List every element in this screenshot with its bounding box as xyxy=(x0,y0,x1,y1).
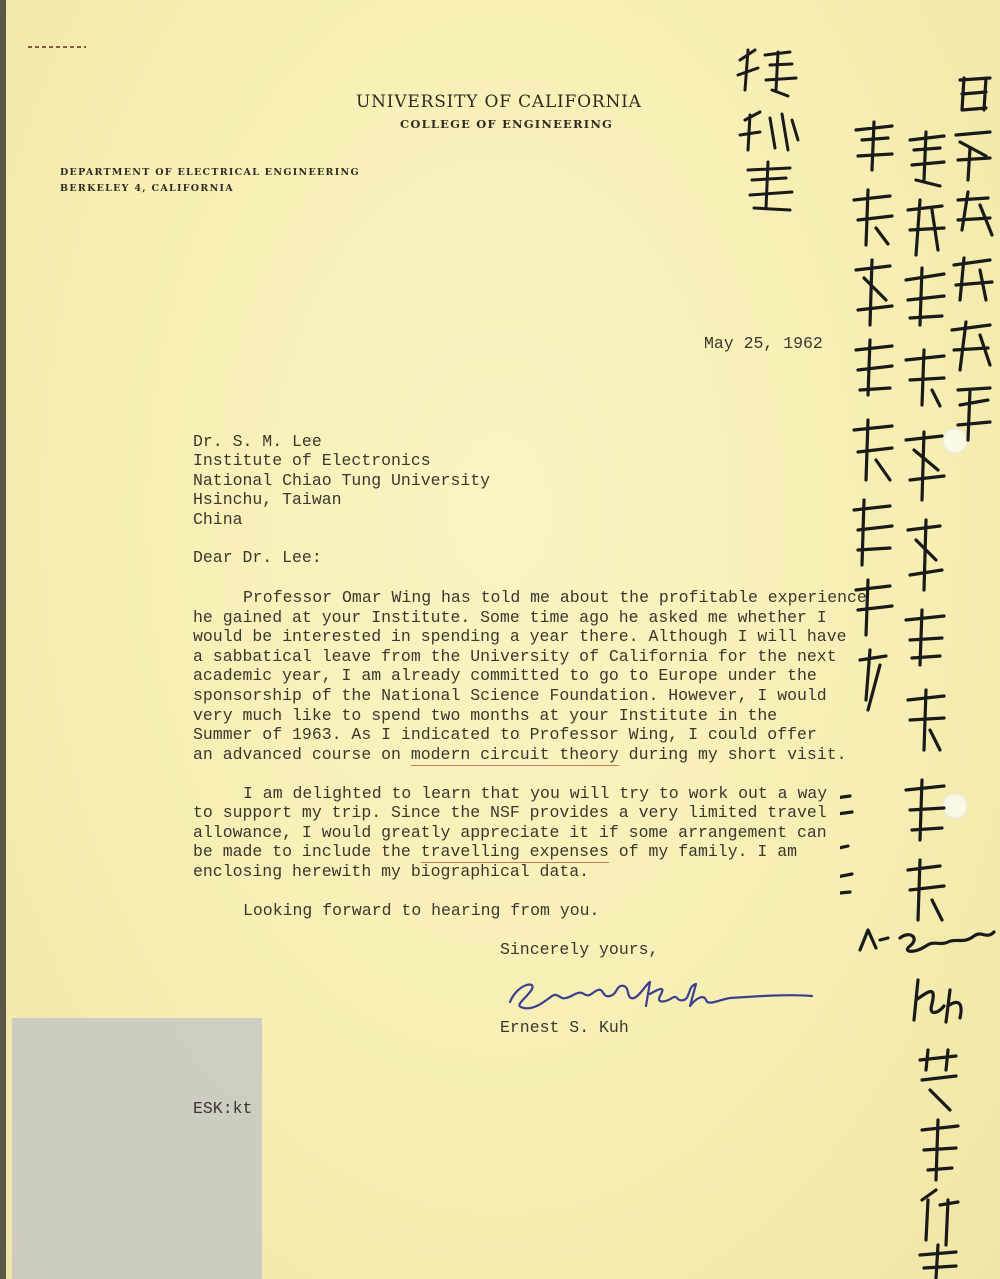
paragraph2-line xyxy=(193,842,797,861)
underlined-phrase: travelling expenses xyxy=(420,842,609,861)
paragraph1-line: academic year, I am already committed to go to Europe under the xyxy=(193,666,817,685)
paragraph2-line: enclosing herewith my biographical data. xyxy=(193,862,590,881)
salutation: Dear Dr. Lee: xyxy=(193,548,322,567)
paragraph2-text: be made to include the xyxy=(193,842,421,861)
recipient-institute: Institute of Electronics xyxy=(193,451,431,470)
paragraph1-line: a sabbatical leave from the University of California for the next xyxy=(193,647,837,666)
recipient-university: National Chiao Tung University xyxy=(193,471,491,490)
paragraph1-line: Summer of 1963. As I indicated to Professor Wing, I could offer xyxy=(193,725,817,744)
letterhead-department: DEPARTMENT OF ELECTRICAL ENGINEERING xyxy=(60,167,360,178)
annotation-text xyxy=(0,0,1,1)
recipient-country: China xyxy=(193,510,243,529)
reference-initials: ESK:kt xyxy=(193,1099,253,1118)
paragraph1-line: he gained at your Institute. Some time ago he asked me whether I xyxy=(193,608,827,627)
letterhead-college: COLLEGE OF ENGINEERING xyxy=(400,117,614,131)
paragraph1-line: would be interested in spending a year there. Although I will have xyxy=(193,627,847,646)
paragraph2-line: allowance, I would greatly appreciate it if some arrangement can xyxy=(193,823,827,842)
paragraph1-line: very much like to spend two months at your Institute in the xyxy=(193,706,778,725)
scan-gray-patch xyxy=(12,1018,262,1279)
paragraph1-line: sponsorship of the National Science Foundation. However, I would xyxy=(193,686,827,705)
recipient-name: Dr. S. M. Lee xyxy=(193,432,322,451)
handwritten-signature xyxy=(500,962,820,1018)
letter-date: May 25, 1962 xyxy=(704,334,823,353)
signer-name: Ernest S. Kuh xyxy=(500,1018,629,1037)
complimentary-close: Sincerely yours, xyxy=(500,940,659,959)
paragraph2-line: I am delighted to learn that you will try to work out a way xyxy=(243,784,828,803)
paragraph2-text: of my family. I am xyxy=(608,842,798,861)
handwritten-annotation-columns xyxy=(840,60,1000,1279)
paragraph2-line: to support my trip. Since the NSF provides a very limited travel xyxy=(193,803,827,822)
paragraph1-text: an advanced course on xyxy=(193,745,411,764)
paragraph1-last-line xyxy=(193,745,847,764)
handwritten-annotation-top xyxy=(730,40,810,220)
letterhead-address: BERKELEY 4, CALIFORNIA xyxy=(60,183,234,194)
letterhead-university: UNIVERSITY OF CALIFORNIA xyxy=(356,92,642,112)
paragraph1-line: Professor Omar Wing has told me about the profitable experience xyxy=(243,588,867,607)
underlined-phrase: modern circuit theory xyxy=(410,745,619,764)
page-edge xyxy=(0,0,6,1279)
closing-line: Looking forward to hearing from you. xyxy=(243,901,600,920)
corner-smudge-mark xyxy=(28,44,86,50)
paragraph1-text: during my short visit. xyxy=(618,745,847,764)
recipient-city: Hsinchu, Taiwan xyxy=(193,490,342,509)
